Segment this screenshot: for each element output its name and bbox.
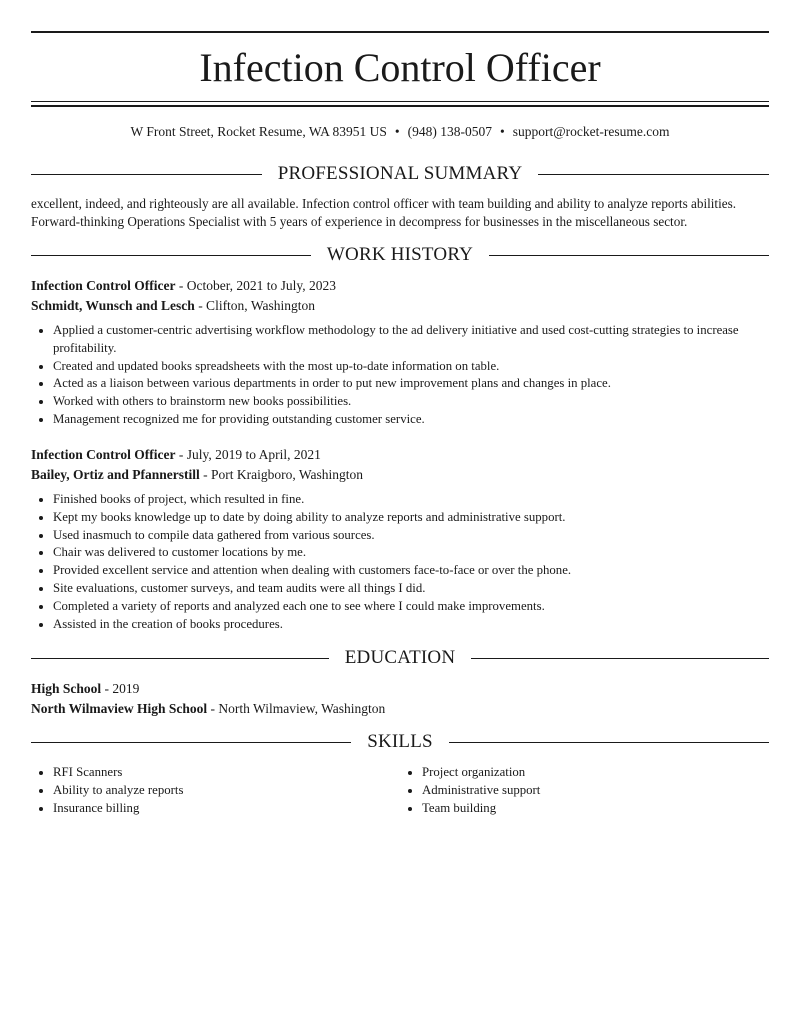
divider-rule xyxy=(31,105,769,107)
company-name: Schmidt, Wunsch and Lesch xyxy=(31,298,195,313)
resume-title: Infection Control Officer xyxy=(199,45,601,90)
graduation-year: - 2019 xyxy=(101,681,140,696)
list-item: • Kept my books knowledge up to date by doing ability to analyze reports and administrative support. xyxy=(53,509,769,527)
section-heading-skills xyxy=(31,730,769,754)
job-bullets xyxy=(31,491,769,633)
school-line xyxy=(31,699,769,719)
skills-list xyxy=(31,764,769,817)
list-item: • Chair was delivered to customer locations by me. xyxy=(53,544,769,562)
education-entry xyxy=(31,679,769,719)
skill-item: • Ability to analyze reports xyxy=(53,782,400,800)
skill-item: • Team building xyxy=(422,800,769,818)
skill-item: • Insurance billing xyxy=(53,800,400,818)
list-item: • Applied a customer-centric advertising workflow methodology to the ad delivery initiative and used cost-cutting strategies to increase profitability. xyxy=(53,322,769,358)
skills-column-right xyxy=(400,764,769,817)
list-item: • Used inasmuch to compile data gathered from various sources. xyxy=(53,527,769,545)
skills-column-left xyxy=(31,764,400,817)
job-bullets xyxy=(31,322,769,429)
list-item: • Management recognized me for providing outstanding customer service. xyxy=(53,411,769,429)
list-item: • Completed a variety of reports and analyzed each one to see where I could make improvements. xyxy=(53,598,769,616)
section-title: PROFESSIONAL SUMMARY xyxy=(277,163,523,184)
job-dates: - October, 2021 to July, 2023 xyxy=(175,278,337,293)
phone: (948) 138-0507 xyxy=(407,124,492,139)
job-title: Infection Control Officer xyxy=(31,278,176,293)
job-entry xyxy=(31,276,769,429)
separator: • xyxy=(499,124,505,139)
company-line xyxy=(31,465,769,485)
resume-page xyxy=(31,0,769,1035)
list-item: • Provided excellent service and attention when dealing with customers face-to-face or over the phone. xyxy=(53,562,769,580)
company-location: - Port Kraigboro, Washington xyxy=(199,467,364,482)
address: W Front Street, Rocket Resume, WA 83951 US xyxy=(130,124,387,139)
separator: • xyxy=(394,124,400,139)
divider-rule xyxy=(31,101,769,102)
email[interactable]: support@rocket-resume.com xyxy=(512,124,670,139)
job-title-line xyxy=(31,276,769,296)
top-rule xyxy=(31,31,769,33)
degree: High School xyxy=(31,681,102,696)
list-item: • Site evaluations, customer surveys, and team audits were all things I did. xyxy=(53,580,769,598)
company-name: Bailey, Ortiz and Pfannerstill xyxy=(31,467,200,482)
job-title-line xyxy=(31,445,769,465)
section-title: EDUCATION xyxy=(344,647,456,668)
section-title: SKILLS xyxy=(367,731,433,752)
section-title: WORK HISTORY xyxy=(326,244,474,265)
contact-info xyxy=(31,123,769,141)
list-item: • Assisted in the creation of books procedures. xyxy=(53,616,769,634)
section-heading-summary xyxy=(31,162,769,186)
skill-item: • Project organization xyxy=(422,764,769,782)
company-line xyxy=(31,296,769,316)
skill-item: • Administrative support xyxy=(422,782,769,800)
section-heading-work-history xyxy=(31,243,769,267)
summary-text: excellent, indeed, and righteously are all available. Infection control officer with team building and ability to analyze reports abilities. Forward-thinking Operations Specialist with 5 years of experience in decompress for businesses in the miscellaneous sector. xyxy=(31,196,737,229)
job-dates: - July, 2019 to April, 2021 xyxy=(175,447,321,462)
school-location: - North Wilmaview, Washington xyxy=(207,701,386,716)
skill-item: • RFI Scanners xyxy=(53,764,400,782)
section-heading-education xyxy=(31,646,769,670)
school-name: North Wilmaview High School xyxy=(31,701,208,716)
list-item: • Acted as a liaison between various departments in order to put new improvement plans and changes in place. xyxy=(53,375,769,393)
job-title: Infection Control Officer xyxy=(31,447,176,462)
degree-line xyxy=(31,679,769,699)
job-entry xyxy=(31,445,769,633)
summary-text-block xyxy=(31,195,769,231)
list-item: • Finished books of project, which resulted in fine. xyxy=(53,491,769,509)
company-location: - Clifton, Washington xyxy=(194,298,315,313)
list-item: • Worked with others to brainstorm new books possibilities. xyxy=(53,393,769,411)
list-item: • Created and updated books spreadsheets with the most up-to-date information on table. xyxy=(53,358,769,376)
